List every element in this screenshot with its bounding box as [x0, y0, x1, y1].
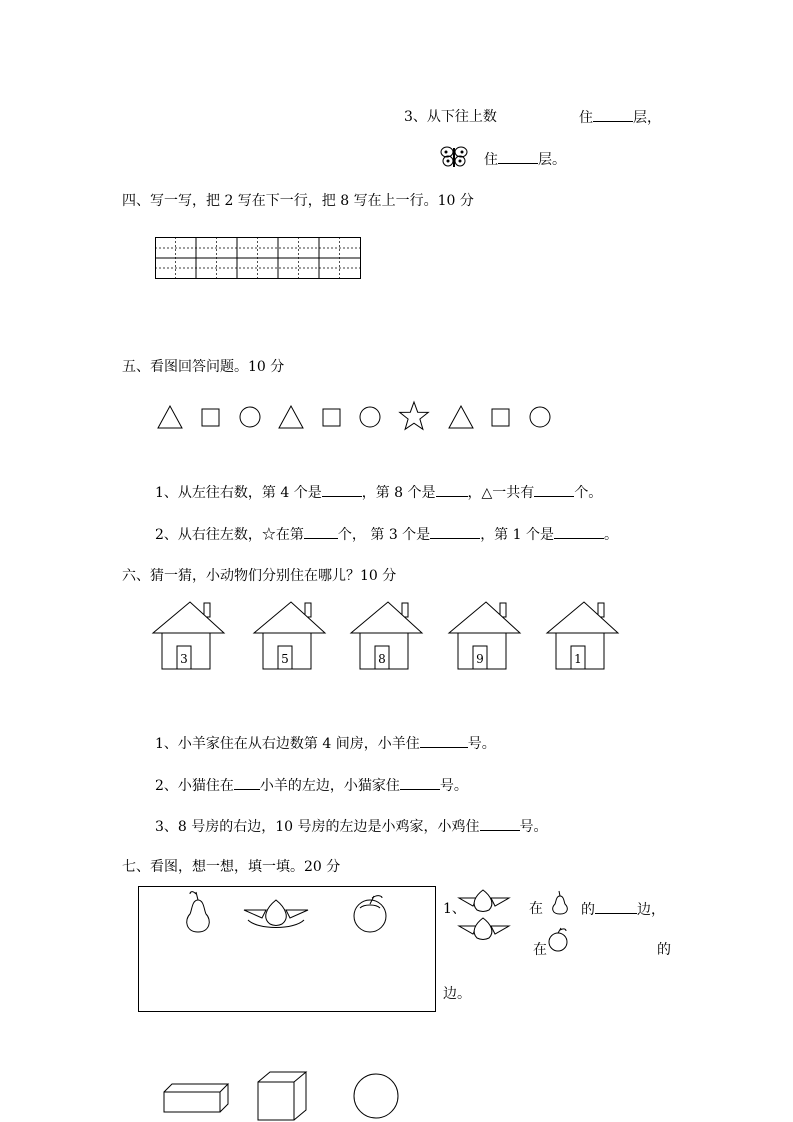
house-4 — [448, 600, 530, 672]
q3b-blank[interactable] — [498, 149, 538, 164]
house-number: 9 — [476, 652, 484, 666]
s5-q1-b: ，第 8 个是 — [361, 485, 436, 501]
s5-q2-blank3[interactable] — [554, 524, 604, 539]
circle-icon — [530, 407, 550, 427]
circle-icon — [240, 407, 260, 427]
peach-icon — [457, 886, 517, 948]
q3-blank-1[interactable] — [593, 107, 633, 122]
s7-q1-de2: 的 — [657, 942, 671, 958]
s5-q2-a: 2、从右往左数，☆在第 — [155, 527, 304, 543]
writing-grid[interactable] — [155, 237, 361, 279]
section6-title: 六、猜一猜，小动物们分别住在哪儿？10 分 — [122, 568, 397, 584]
s6-q2-blank1[interactable] — [234, 775, 260, 790]
q3b-floor-label: 层。 — [538, 152, 566, 168]
cube-icon — [258, 1072, 306, 1120]
s6-q2-b: 小羊的左边，小猫家住 — [259, 778, 400, 794]
s6-q1 — [155, 733, 496, 754]
s6-q1-b: 号。 — [467, 736, 496, 752]
pear-icon — [187, 892, 210, 932]
house-number: 1 — [574, 652, 582, 666]
s6-q2 — [155, 775, 468, 796]
s5-q1-blank2[interactable] — [436, 482, 468, 497]
s6-q1-a: 1、小羊家住在从右边数第 4 间房，小羊住 — [155, 736, 420, 752]
s6-q3-a: 3、8 号房的右边，10 号房的左边是小鸡家，小鸡住 — [155, 819, 480, 835]
triangle-icon — [449, 406, 473, 428]
section5-title: 五、看图回答问题。10 分 — [122, 359, 285, 375]
star-icon — [400, 402, 429, 429]
pear-icon — [550, 888, 570, 916]
s5-q2-d: 。 — [604, 527, 618, 543]
house-number: 8 — [378, 652, 386, 666]
s5-q1-c: ，△一共有 — [467, 485, 535, 501]
s7-q1-num: 1、 — [443, 901, 466, 917]
s6-q2-c: 号。 — [439, 778, 468, 794]
square-icon — [492, 409, 509, 426]
q3-answer — [579, 107, 661, 128]
solids-row — [160, 1070, 410, 1122]
s7-q1-bian: 边， — [637, 902, 665, 918]
s7-q1-de: 的 — [581, 902, 595, 918]
triangle-icon — [158, 406, 182, 428]
s5-q2-c: ，第 1 个是 — [480, 527, 554, 543]
s7-q1-zai2: 在 — [533, 942, 547, 958]
house-3 — [350, 600, 432, 672]
s7-q1-bian2: 边。 — [443, 986, 471, 1002]
cuboid-icon — [164, 1084, 228, 1112]
apple-icon — [354, 896, 386, 932]
butterfly-icon — [440, 145, 468, 169]
s6-q2-a: 2、小猫住在 — [155, 778, 234, 794]
s7-q1-line1 — [581, 899, 665, 920]
house-number: 3 — [180, 652, 188, 666]
s6-q3-b: 号。 — [519, 819, 548, 835]
s5-q2-blank2[interactable] — [430, 524, 480, 539]
triangle-icon — [279, 406, 303, 428]
s6-q1-blank[interactable] — [420, 733, 468, 748]
q3b-live-label: 住 — [484, 152, 498, 168]
s7-q1-zai: 在 — [529, 901, 543, 917]
s5-q1-a: 1、从左往右数，第 4 个是 — [155, 485, 322, 501]
apple-icon — [546, 928, 572, 954]
peach-icon — [244, 900, 308, 928]
s5-q2-blank1[interactable] — [304, 524, 338, 539]
house-number: 5 — [281, 652, 289, 666]
s6-q2-blank2[interactable] — [400, 775, 440, 790]
house-2 — [253, 600, 335, 672]
s5-q2 — [155, 524, 618, 545]
house-1 — [152, 600, 234, 672]
house-5 — [546, 600, 628, 672]
q3-prefix: 3、从下往上数 — [404, 109, 497, 125]
q3-live-label: 住 — [579, 110, 593, 126]
s5-q1-d: 个。 — [574, 485, 603, 501]
sphere-icon — [354, 1074, 398, 1118]
shape-row — [155, 400, 555, 432]
section4-title: 四、写一写，把 2 写在下一行，把 8 写在上一行。10 分 — [122, 193, 474, 209]
s7-q1-blank1[interactable] — [595, 899, 637, 914]
s5-q1 — [155, 482, 602, 503]
s5-q2-b: 个， 第 3 个是 — [337, 527, 431, 543]
s6-q3 — [155, 816, 548, 837]
circle-icon — [360, 407, 380, 427]
s5-q1-blank3[interactable] — [534, 482, 574, 497]
square-icon — [202, 409, 219, 426]
square-icon — [323, 409, 340, 426]
section7-title: 七、看图，想一想，填一填。20 分 — [122, 859, 341, 875]
q3-line — [404, 107, 497, 127]
q3b-answer — [484, 149, 566, 170]
s6-q3-blank[interactable] — [480, 816, 520, 831]
q3-floor-label: 层， — [633, 110, 661, 126]
s5-q1-blank1[interactable] — [322, 482, 362, 497]
fruit-box — [138, 886, 436, 1012]
